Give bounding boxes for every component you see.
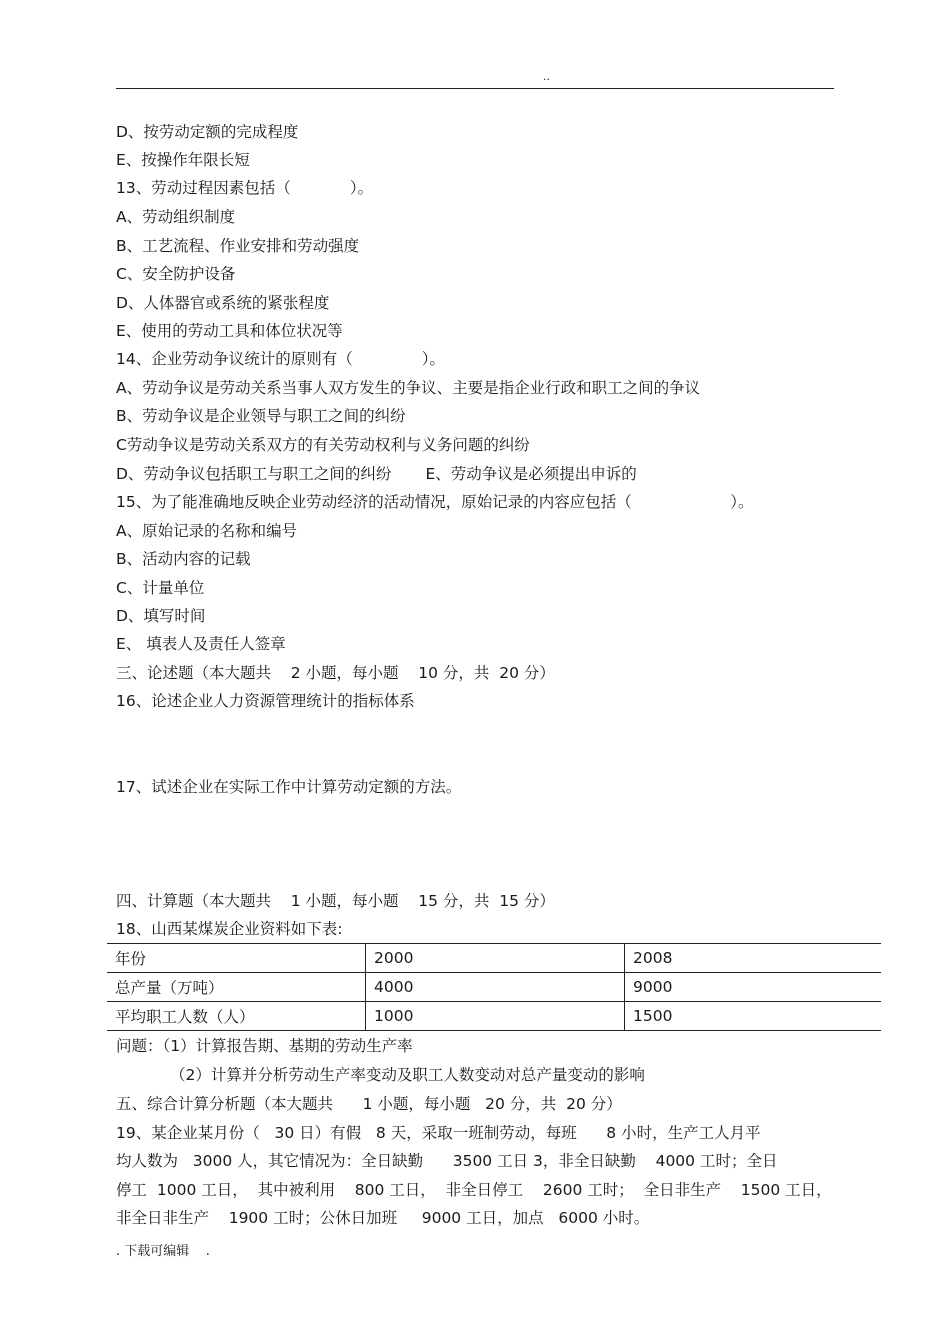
option-15-c: C、计量单位 [116,579,205,597]
table-cell: 1000 [366,1002,625,1031]
question-19-line-2: 均人数为 3000 人，其它情况为：全日缺勤 3500 工日 3，非全日缺勤 4000 工时；全日 [116,1152,778,1170]
option-15-b: B、活动内容的记载 [116,550,251,568]
option-14-de [116,464,637,484]
option-13-d: D、人体器官或系统的紧张程度 [116,294,330,312]
table-cell: 2008 [625,944,882,973]
header-rule [116,88,834,89]
question-18-ask-1: 问题：（1）计算报告期、基期的劳动生产率 [116,1037,413,1055]
option-15-e: E、 填表人及责任人签章 [116,635,286,653]
table-cell: 年份 [107,944,366,973]
table-cell: 9000 [625,973,882,1002]
footer-note: . 下载可编辑 . [116,1244,210,1259]
question-17: 17、试述企业在实际工作中计算劳动定额的方法。 [116,778,462,796]
option-14-e: E、劳动争议是必须提出申诉的 [425,465,637,483]
question-18: 18、山西某煤炭企业资料如下表: [116,920,343,938]
question-14: 14、企业劳动争议统计的原则有（ ）。 [116,350,445,368]
table-row [107,973,881,1002]
question-19-line-3: 停工 1000 工日， 其中被利用 800 工日， 非全日停工 2600 工时； 全日非生产 1500 工日， [116,1181,832,1199]
option-13-c: C、安全防护设备 [116,265,236,283]
option-15-a: A、原始记录的名称和编号 [116,522,298,540]
table-header-row [107,944,881,973]
question-16: 16、论述企业人力资源管理统计的指标体系 [116,692,415,710]
header-mark: .. [543,70,550,83]
option-12-e: E、按操作年限长短 [116,151,250,169]
table-cell: 2000 [366,944,625,973]
question-19-line-1: 19、某企业某月份（ 30 日）有假 8 天，采取一班制劳动，每班 8 小时，生产工人月平 [116,1124,761,1142]
coal-data-table [107,943,881,1031]
question-13: 13、劳动过程因素包括（ ）。 [116,179,374,197]
option-13-b: B、工艺流程、作业安排和劳动强度 [116,237,360,255]
option-12-d: D、按劳动定额的完成程度 [116,123,299,141]
option-13-a: A、劳动组织制度 [116,208,236,226]
table-cell: 平均职工人数（人） [107,1002,366,1031]
section-5-heading: 五、综合计算分析题（本大题共 1 小题，每小题 20 分，共 20 分） [116,1095,622,1113]
table-cell: 4000 [366,973,625,1002]
section-3-heading: 三、论述题（本大题共 2 小题，每小题 10 分，共 20 分） [116,664,555,682]
option-14-c: C劳动争议是劳动关系双方的有关劳动权利与义务问题的纠纷 [116,436,530,454]
question-15: 15、为了能准确地反映企业劳动经济的活动情况，原始记录的内容应包括（ ）。 [116,493,754,511]
option-14-b: B、劳动争议是企业领导与职工之间的纠纷 [116,407,406,425]
option-15-d: D、填写时间 [116,607,206,625]
option-14-d: D、劳动争议包括职工与职工之间的纠纷 [116,465,392,483]
option-14-a: A、劳动争议是劳动关系当事人双方发生的争议、主要是指企业行政和职工之间的争议 [116,379,701,397]
table-cell: 1500 [625,1002,882,1031]
section-4-heading: 四、计算题（本大题共 1 小题，每小题 15 分，共 15 分） [116,892,555,910]
table-cell: 总产量（万吨） [107,973,366,1002]
question-18-ask-2: （2）计算并分析劳动生产率变动及职工人数变动对总产量变动的影响 [170,1066,645,1084]
option-13-e: E、使用的劳动工具和体位状况等 [116,322,343,340]
table-row [107,1002,881,1031]
question-19-line-4: 非全日非生产 1900 工时；公休日加班 9000 工日，加点 6000 小时。 [116,1209,650,1227]
